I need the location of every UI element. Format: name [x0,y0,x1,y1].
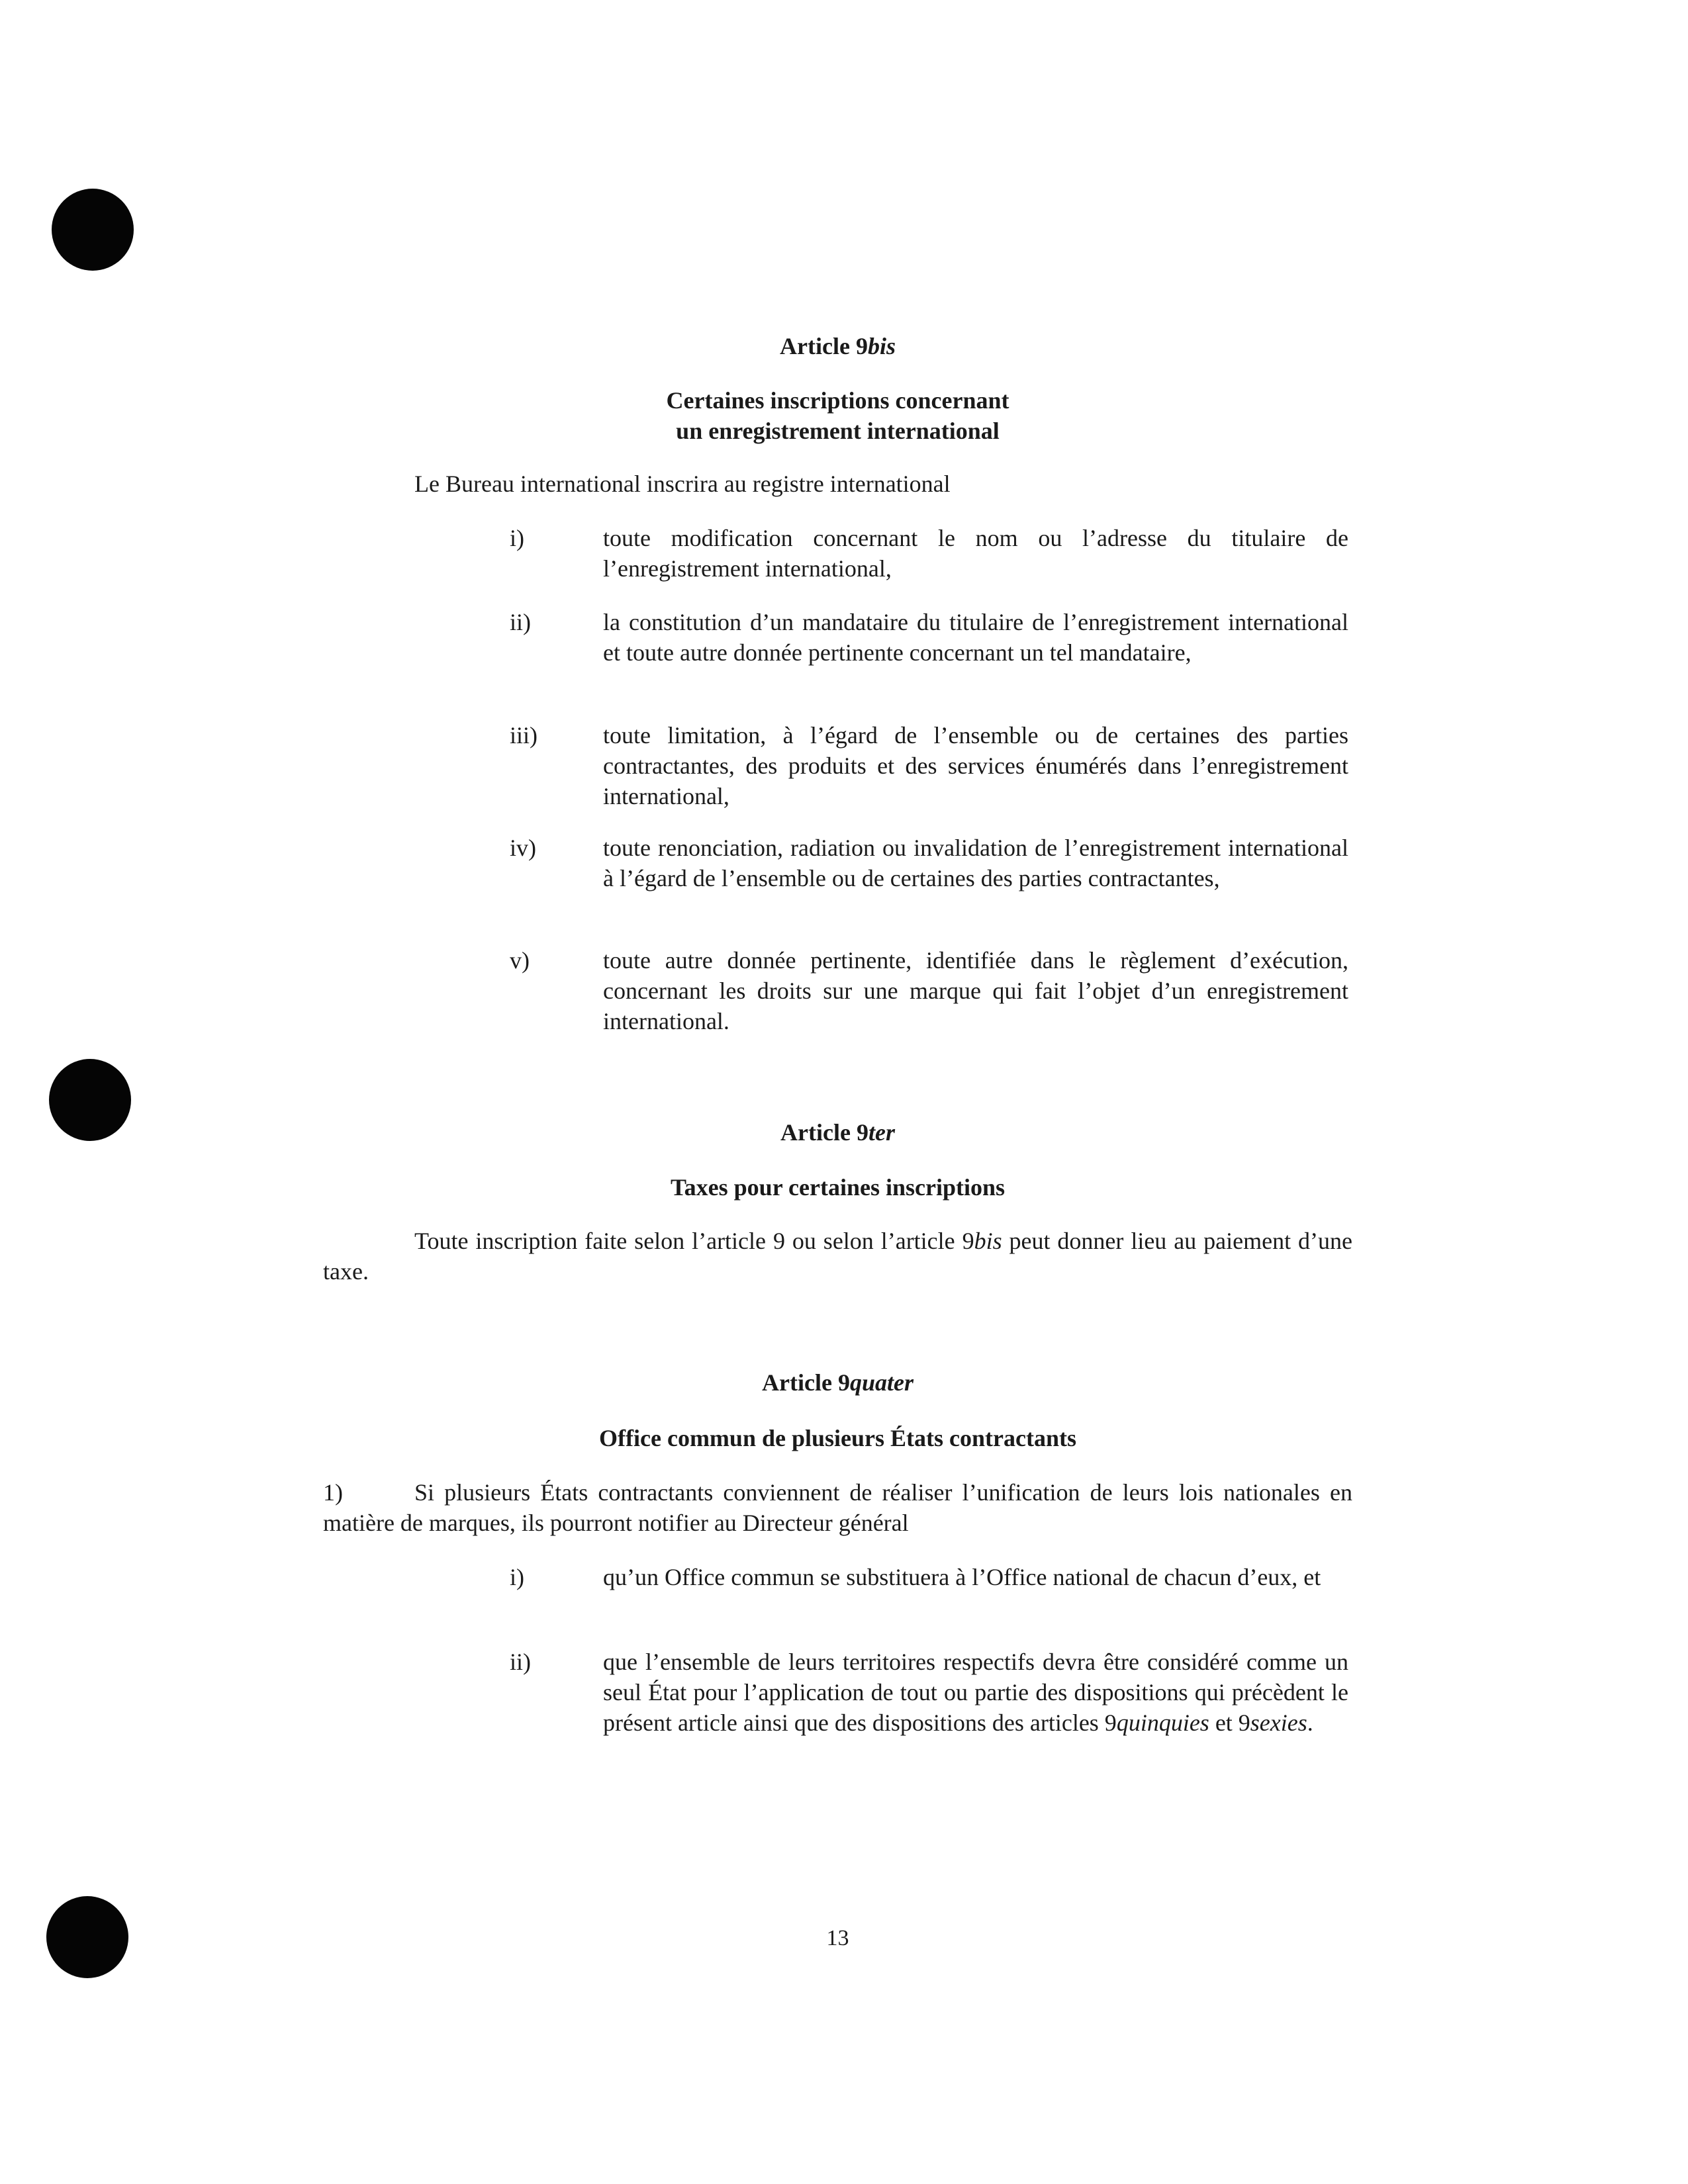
item-text-part: et 9 [1209,1709,1250,1736]
para-text-part: Toute inscription faite selon l’article 9 ou selon l’article 9 [414,1228,974,1254]
article-9bis-intro: Le Bureau international inscrira au registre international [414,471,951,497]
article-9ter-title-text: Taxes pour certaines inscriptions [670,1174,1006,1201]
item-number: v) [510,947,530,974]
item-number: ii) [510,609,531,635]
paragraph-number: 1) [323,1479,343,1506]
item-number: ii) [510,1649,531,1675]
article-9ter-paragraph [323,1226,1352,1287]
item-number: iv) [510,835,536,861]
item-text-part: . [1307,1709,1313,1736]
page-number: 13 [826,1926,849,1950]
item-text: la constitution d’un mandataire du titulaire de l’enregistrement international et toute autre donnée pertinente concernant un tel mandataire, [603,609,1348,666]
article-9quater-heading-prefix: Article 9 [762,1369,850,1396]
article-9quater-heading-suffix: quater [849,1369,914,1396]
punch-hole-middle [49,1059,131,1141]
article-9quater-paragraph-1 [323,1477,1352,1538]
item-text: toute limitation, à l’égard de l’ensemble ou de certaines des parties contractantes, des produits et des services énumérés dans l’enregistrement international, [603,722,1348,809]
article-9ter-heading [323,1117,1352,1148]
article-9quater-title [323,1423,1352,1453]
punch-hole-top [52,189,134,271]
article-9quater-heading [323,1367,1352,1398]
item-text: toute renonciation, radiation ou invalidation de l’enregistrement international à l’égard de l’ensemble ou de certaines des parties contractantes, [603,835,1348,891]
article-9bis-heading-prefix: Article 9 [780,333,868,359]
item-italic-part: quinquies [1116,1709,1209,1736]
article-9ter-heading-prefix: Article 9 [780,1119,868,1146]
paragraph-text: Si plusieurs États contractants conviennent de réaliser l’unification de leurs lois nationales en matière de marques, ils pourront notifier au Directeur général [323,1479,1352,1536]
item-number: i) [510,1564,524,1590]
article-9bis-title [323,385,1352,446]
article-9ter-heading-suffix: ter [868,1119,895,1146]
item-number: iii) [510,722,538,749]
punch-hole-bottom [46,1896,128,1978]
item-text: toute modification concernant le nom ou l’adresse du titulaire de l’enregistrement international, [603,525,1348,582]
item-text: toute autre donnée pertinente, identifiée dans le règlement d’exécution, concernant les droits sur une marque qui fait l’objet d’un enregistrement international. [603,947,1348,1034]
article-9bis-heading [323,331,1352,361]
article-9bis-title-line2: un enregistrement international [676,418,1000,444]
item-text: qu’un Office commun se substituera à l’Office national de chacun d’eux, et [603,1564,1321,1590]
para-italic-part: bis [974,1228,1002,1254]
item-text [603,1647,1348,1738]
article-9bis-title-line1: Certaines inscriptions concernant [666,387,1009,414]
item-number: i) [510,525,524,551]
item-italic-part: sexies [1250,1709,1307,1736]
article-9ter-title [323,1172,1352,1203]
article-9quater-title-text: Office commun de plusieurs États contractants [599,1425,1076,1451]
article-9bis-heading-suffix: bis [867,333,896,359]
para-text-part: peut donner lieu au paiement d’une taxe. [323,1228,1352,1285]
item-text-part: que l’ensemble de leurs territoires respectifs devra être considéré comme un seul État pour l’application de tout ou partie des dispositions qui précèdent le présent article ainsi que des dispositions des articles 9 [603,1649,1348,1736]
